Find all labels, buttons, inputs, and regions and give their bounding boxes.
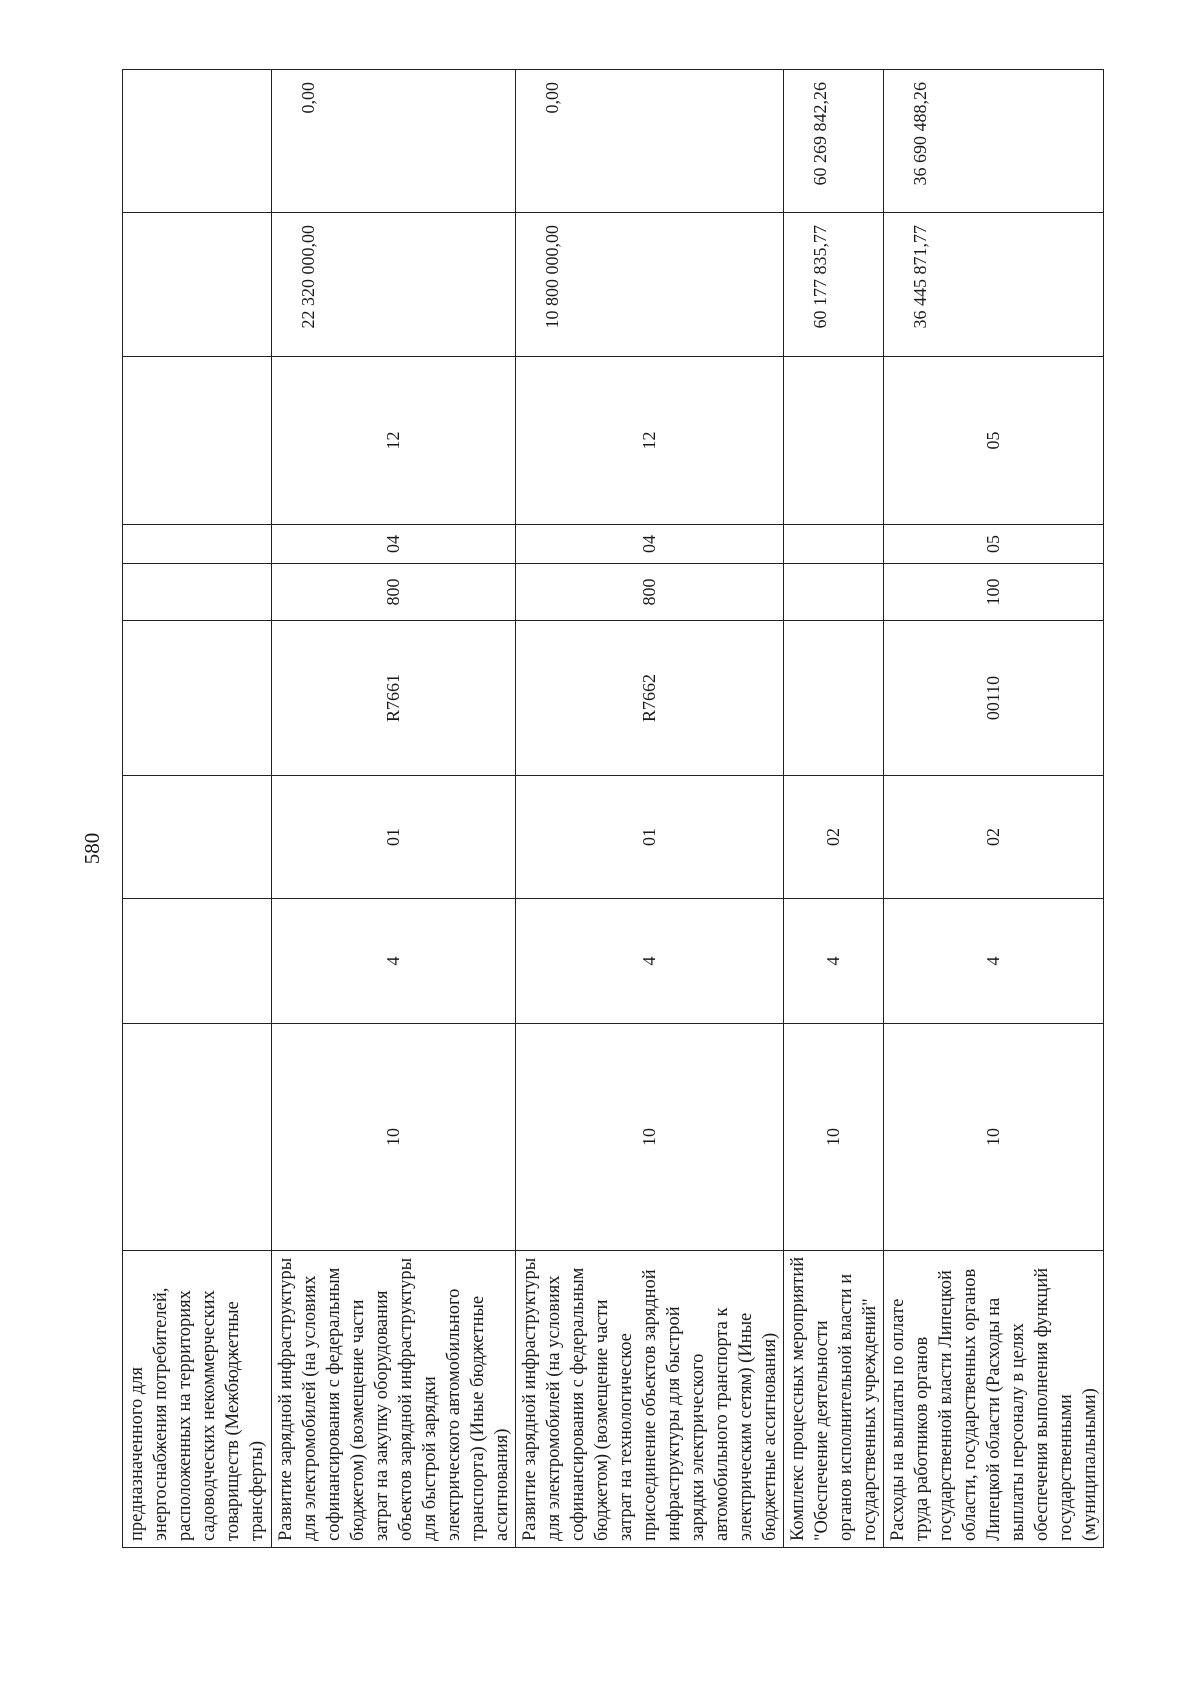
- cell-amount: 0,00: [516, 70, 784, 213]
- cell-code: R7662: [516, 621, 784, 776]
- cell-code: 10: [272, 1024, 516, 1251]
- cell-code: 10: [516, 1024, 784, 1251]
- cell-code: [123, 525, 272, 564]
- cell-code: 05: [884, 357, 1104, 525]
- cell-code: 12: [272, 357, 516, 525]
- cell-code: 00110: [884, 621, 1104, 776]
- cell-code: [123, 899, 272, 1024]
- cell-code: 4: [884, 899, 1104, 1024]
- cell-code: 4: [272, 899, 516, 1024]
- cell-name: Комплекс процессных мероприятий "Обеспечение деятельности органов исполнительной власти и государственных учреждений": [784, 1251, 884, 1548]
- cell-code: [123, 357, 272, 525]
- cell-code: 10: [884, 1024, 1104, 1251]
- cell-code: 10: [784, 1024, 884, 1251]
- cell-code: [123, 621, 272, 776]
- cell-amount: 0,00: [272, 70, 516, 213]
- cell-code: 05: [884, 525, 1104, 564]
- cell-code: [784, 525, 884, 564]
- cell-code: [123, 1024, 272, 1251]
- cell-code: 01: [272, 776, 516, 899]
- cell-code: 01: [516, 776, 784, 899]
- budget-table: [122, 69, 1104, 1548]
- cell-code: 4: [516, 899, 784, 1024]
- cell-code: 02: [884, 776, 1104, 899]
- cell-name: Развитие зарядной инфраструктуры для электромобилей (на условиях софинансирования с федеральным бюджетом) (возмещение части затрат на технологическое присоединение объектов зарядной инфраструктуры для быстрой зарядки электрического автомобильного транспорта к электрическим сетям) (Иные бюджетные ассигнования): [516, 1251, 784, 1548]
- cell-code: 4: [784, 899, 884, 1024]
- cell-code: [784, 564, 884, 621]
- cell-name: Расходы на выплаты по оплате труда работников органов государственной власти Липецкой области, государственных органов Липецкой области (Расходы на выплаты персоналу в целях обеспечения выполнения функций государственными (муниципальными): [884, 1251, 1104, 1548]
- cell-code: [123, 776, 272, 899]
- cell-code: 04: [272, 525, 516, 564]
- cell-code: [784, 621, 884, 776]
- table-row: [784, 70, 884, 1548]
- cell-code: 800: [516, 564, 784, 621]
- cell-code: R7661: [272, 621, 516, 776]
- cell-name: предназначенного для энергоснабжения потребителей, расположенных на территориях садоводческих некоммерческих товариществ (Межбюджетные трансферты): [123, 1251, 272, 1548]
- cell-code: 800: [272, 564, 516, 621]
- cell-amount: 60 177 835,77: [784, 213, 884, 357]
- cell-amount: [123, 70, 272, 213]
- page-number: 580: [80, 832, 104, 865]
- cell-amount: 36 690 488,26: [884, 70, 1104, 213]
- cell-code: 04: [516, 525, 784, 564]
- cell-code: 100: [884, 564, 1104, 621]
- cell-amount: 10 800 000,00: [516, 213, 784, 357]
- cell-amount: 60 269 842,26: [784, 70, 884, 213]
- table-row: [272, 70, 516, 1548]
- cell-code: [784, 357, 884, 525]
- cell-code: [123, 564, 272, 621]
- table-row: [884, 70, 1104, 1548]
- table-row: [123, 70, 272, 1548]
- cell-name: Развитие зарядной инфраструктуры для электромобилей (на условиях софинансирования с федеральным бюджетом) (возмещение части затрат на закупку оборудования объектов зарядной инфраструктуры для быстрой зарядки электрического автомобильного транспорта) (Иные бюджетные ассигнования): [272, 1251, 516, 1548]
- cell-amount: 36 445 871,77: [884, 213, 1104, 357]
- cell-code: 02: [784, 776, 884, 899]
- cell-amount: [123, 213, 272, 357]
- cell-code: 12: [516, 357, 784, 525]
- cell-amount: 22 320 000,00: [272, 213, 516, 357]
- table-row: [516, 70, 784, 1548]
